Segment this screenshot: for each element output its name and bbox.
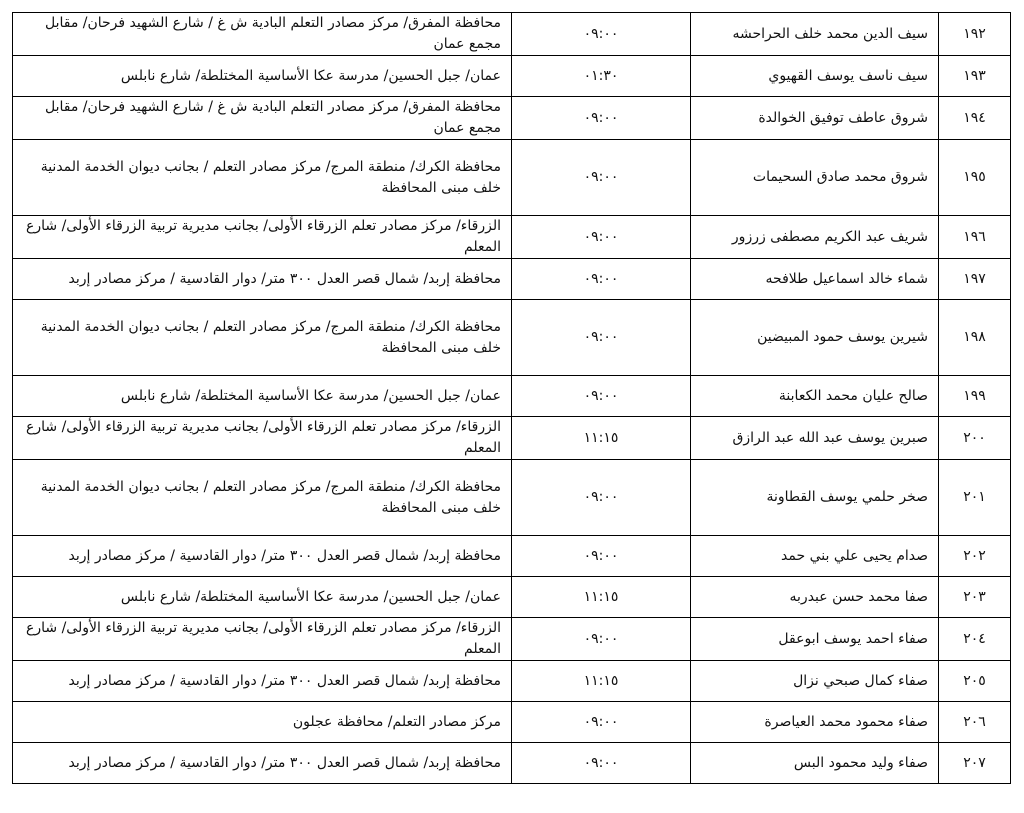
row-number: ١٩٨ xyxy=(939,300,1011,376)
table-row xyxy=(13,300,1011,376)
table-row xyxy=(13,97,1011,140)
exam-time: ٠٩:٠٠ xyxy=(512,536,691,577)
exam-time: ٠٩:٠٠ xyxy=(512,13,691,56)
exam-location: محافظة إربد/ شمال قصر العدل ٣٠٠ متر/ دوار القادسية / مركز مصادر إربد xyxy=(13,661,512,702)
row-number: ١٩٥ xyxy=(939,140,1011,216)
applicant-name: صخر حلمي يوسف القطاونة xyxy=(691,460,939,536)
table-row xyxy=(13,702,1011,743)
table-row xyxy=(13,743,1011,784)
applicant-name: صفا محمد حسن عبدربه xyxy=(691,577,939,618)
exam-time: ١١:١٥ xyxy=(512,661,691,702)
applicant-name: صفاء وليد محمود البس xyxy=(691,743,939,784)
applicant-name: شريف عبد الكريم مصطفى زرزور xyxy=(691,216,939,259)
exam-location: محافظة إربد/ شمال قصر العدل ٣٠٠ متر/ دوار القادسية / مركز مصادر إربد xyxy=(13,536,512,577)
row-number: ٢٠٧ xyxy=(939,743,1011,784)
exam-time: ٠٩:٠٠ xyxy=(512,97,691,140)
exam-time: ٠٩:٠٠ xyxy=(512,460,691,536)
row-number: ٢٠٢ xyxy=(939,536,1011,577)
exam-location: محافظة الكرك/ منطقة المرج/ مركز مصادر التعلم / بجانب ديوان الخدمة المدنية خلف مبنى المحافظة xyxy=(13,460,512,536)
row-number: ٢٠٠ xyxy=(939,417,1011,460)
table-row xyxy=(13,140,1011,216)
exam-time: ٠٩:٠٠ xyxy=(512,702,691,743)
exam-location: محافظة المفرق/ مركز مصادر التعلم البادية ش غ / شارع الشهيد فرحان/ مقابل مجمع عمان xyxy=(13,13,512,56)
row-number: ١٩٦ xyxy=(939,216,1011,259)
exam-location: عمان/ جبل الحسين/ مدرسة عكا الأساسية المختلطة/ شارع نابلس xyxy=(13,577,512,618)
table-row xyxy=(13,259,1011,300)
applicant-name: صفاء كمال صبحي نزال xyxy=(691,661,939,702)
table-row xyxy=(13,417,1011,460)
exam-location: مركز مصادر التعلم/ محافظة عجلون xyxy=(13,702,512,743)
exam-time: ٠٩:٠٠ xyxy=(512,216,691,259)
exam-location: عمان/ جبل الحسين/ مدرسة عكا الأساسية المختلطة/ شارع نابلس xyxy=(13,56,512,97)
exam-time: ٠٩:٠٠ xyxy=(512,300,691,376)
exam-location: عمان/ جبل الحسين/ مدرسة عكا الأساسية المختلطة/ شارع نابلس xyxy=(13,376,512,417)
row-number: ٢٠٦ xyxy=(939,702,1011,743)
exam-time: ٠٩:٠٠ xyxy=(512,140,691,216)
row-number: ١٩٤ xyxy=(939,97,1011,140)
exam-location: محافظة المفرق/ مركز مصادر التعلم البادية ش غ / شارع الشهيد فرحان/ مقابل مجمع عمان xyxy=(13,97,512,140)
table-row xyxy=(13,216,1011,259)
applicant-name: شروق عاطف توفيق الخوالدة xyxy=(691,97,939,140)
exam-location: الزرقاء/ مركز مصادر تعلم الزرقاء الأولى/ بجانب مديرية تربية الزرقاء الأولى/ شارع المعلم xyxy=(13,618,512,661)
applicant-name: صالح عليان محمد الكعابنة xyxy=(691,376,939,417)
applicants-table-body xyxy=(13,13,1011,784)
applicant-name: سيف الدين محمد خلف الحراحشه xyxy=(691,13,939,56)
applicant-name: صبرين يوسف عبد الله عبد الرازق xyxy=(691,417,939,460)
table-row xyxy=(13,460,1011,536)
applicant-name: سيف ناسف يوسف القهيوي xyxy=(691,56,939,97)
table-row xyxy=(13,577,1011,618)
applicant-name: شماء خالد اسماعيل طلافحه xyxy=(691,259,939,300)
row-number: ١٩٧ xyxy=(939,259,1011,300)
exam-time: ٠٩:٠٠ xyxy=(512,259,691,300)
table-row xyxy=(13,618,1011,661)
applicant-name: شروق محمد صادق السحيمات xyxy=(691,140,939,216)
exam-location: محافظة الكرك/ منطقة المرج/ مركز مصادر التعلم / بجانب ديوان الخدمة المدنية خلف مبنى المحافظة xyxy=(13,300,512,376)
exam-time: ٠٩:٠٠ xyxy=(512,743,691,784)
exam-location: الزرقاء/ مركز مصادر تعلم الزرقاء الأولى/ بجانب مديرية تربية الزرقاء الأولى/ شارع المعلم xyxy=(13,417,512,460)
applicant-name: شيرين يوسف حمود المبيضين xyxy=(691,300,939,376)
applicant-name: صفاء محمود محمد العياصرة xyxy=(691,702,939,743)
applicants-table xyxy=(12,12,1011,784)
table-row xyxy=(13,13,1011,56)
row-number: ٢٠٣ xyxy=(939,577,1011,618)
table-row xyxy=(13,376,1011,417)
exam-time: ٠٩:٠٠ xyxy=(512,618,691,661)
exam-location: محافظة إربد/ شمال قصر العدل ٣٠٠ متر/ دوار القادسية / مركز مصادر إربد xyxy=(13,259,512,300)
row-number: ١٩٢ xyxy=(939,13,1011,56)
exam-time: ٠٩:٠٠ xyxy=(512,376,691,417)
exam-time: ١١:١٥ xyxy=(512,577,691,618)
exam-location: محافظة الكرك/ منطقة المرج/ مركز مصادر التعلم / بجانب ديوان الخدمة المدنية خلف مبنى المحافظة xyxy=(13,140,512,216)
exam-location: محافظة إربد/ شمال قصر العدل ٣٠٠ متر/ دوار القادسية / مركز مصادر إربد xyxy=(13,743,512,784)
row-number: ١٩٣ xyxy=(939,56,1011,97)
row-number: ١٩٩ xyxy=(939,376,1011,417)
table-row xyxy=(13,56,1011,97)
table-row xyxy=(13,536,1011,577)
table-row xyxy=(13,661,1011,702)
exam-location: الزرقاء/ مركز مصادر تعلم الزرقاء الأولى/ بجانب مديرية تربية الزرقاء الأولى/ شارع المعلم xyxy=(13,216,512,259)
applicant-name: صدام يحيى علي بني حمد xyxy=(691,536,939,577)
row-number: ٢٠١ xyxy=(939,460,1011,536)
exam-time: ١١:١٥ xyxy=(512,417,691,460)
exam-time: ٠١:٣٠ xyxy=(512,56,691,97)
row-number: ٢٠٤ xyxy=(939,618,1011,661)
applicant-name: صفاء احمد يوسف ابوعقل xyxy=(691,618,939,661)
row-number: ٢٠٥ xyxy=(939,661,1011,702)
